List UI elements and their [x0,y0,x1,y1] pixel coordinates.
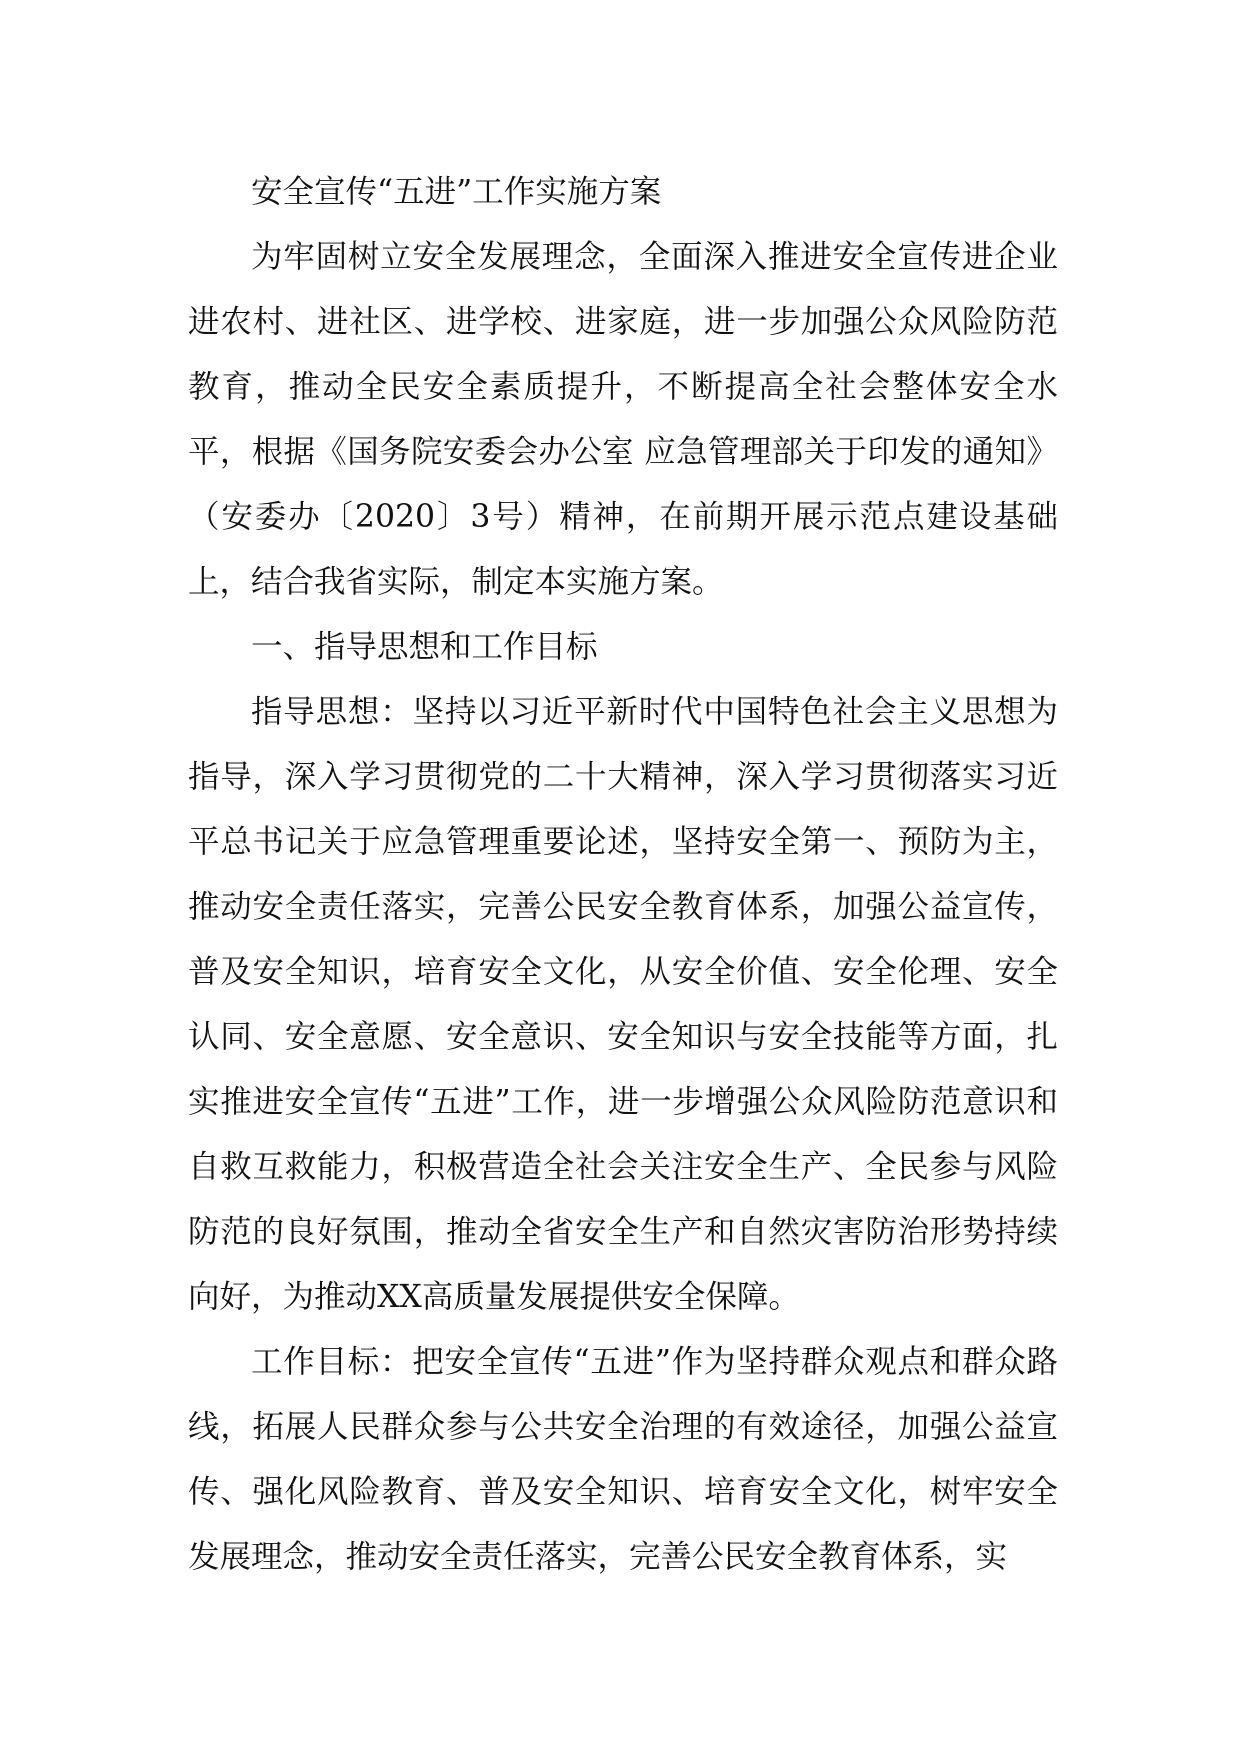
intro-paragraph: 为牢固树立安全发展理念，全面深入推进安全宣传进企业进农村、进社区、进学校、进家庭，进一步加强公众风险防范教育，推动全民安全素质提升，不断提高全社会整体安全水平，根据《国务院安委会办公室 应急管理部关于印发的通知》（安委办〔2020〕3号）精神，在前期开展示范点建设基础上，结合我省实际，制定本实施方案。 [188,239,1058,600]
work-goals-paragraph: 工作目标：把安全宣传“五进”作为坚持群众观点和群众路线，拓展人民群众参与公共安全治理的有效途径，加强公益宣传、强化风险教育、普及安全知识、培育安全文化，树牢安全发展理念，推动安全责任落实，完善公民安全教育体系，实 [188,1344,1058,1575]
section-heading: 一、指导思想和工作目标 [251,629,598,665]
document-title: 安全宣传“五进”工作实施方案 [251,174,662,210]
document-page [188,160,1058,1590]
guiding-ideology-paragraph: 指导思想：坚持以习近平新时代中国特色社会主义思想为指导，深入学习贯彻党的二十大精神，深入学习贯彻落实习近平总书记关于应急管理重要论述，坚持安全第一、预防为主，推动安全责任落实，完善公民安全教育体系，加强公益宣传，普及安全知识，培育安全文化，从安全价值、安全伦理、安全认同、安全意愿、安全意识、安全知识与安全技能等方面，扎实推进安全宣传“五进”工作，进一步增强公众风险防范意识和自救互救能力，积极营造全社会关注安全生产、全民参与风险防范的良好氛围，推动全省安全生产和自然灾害防治形势持续向好，为推动XX高质量发展提供安全保障。 [188,694,1058,1315]
